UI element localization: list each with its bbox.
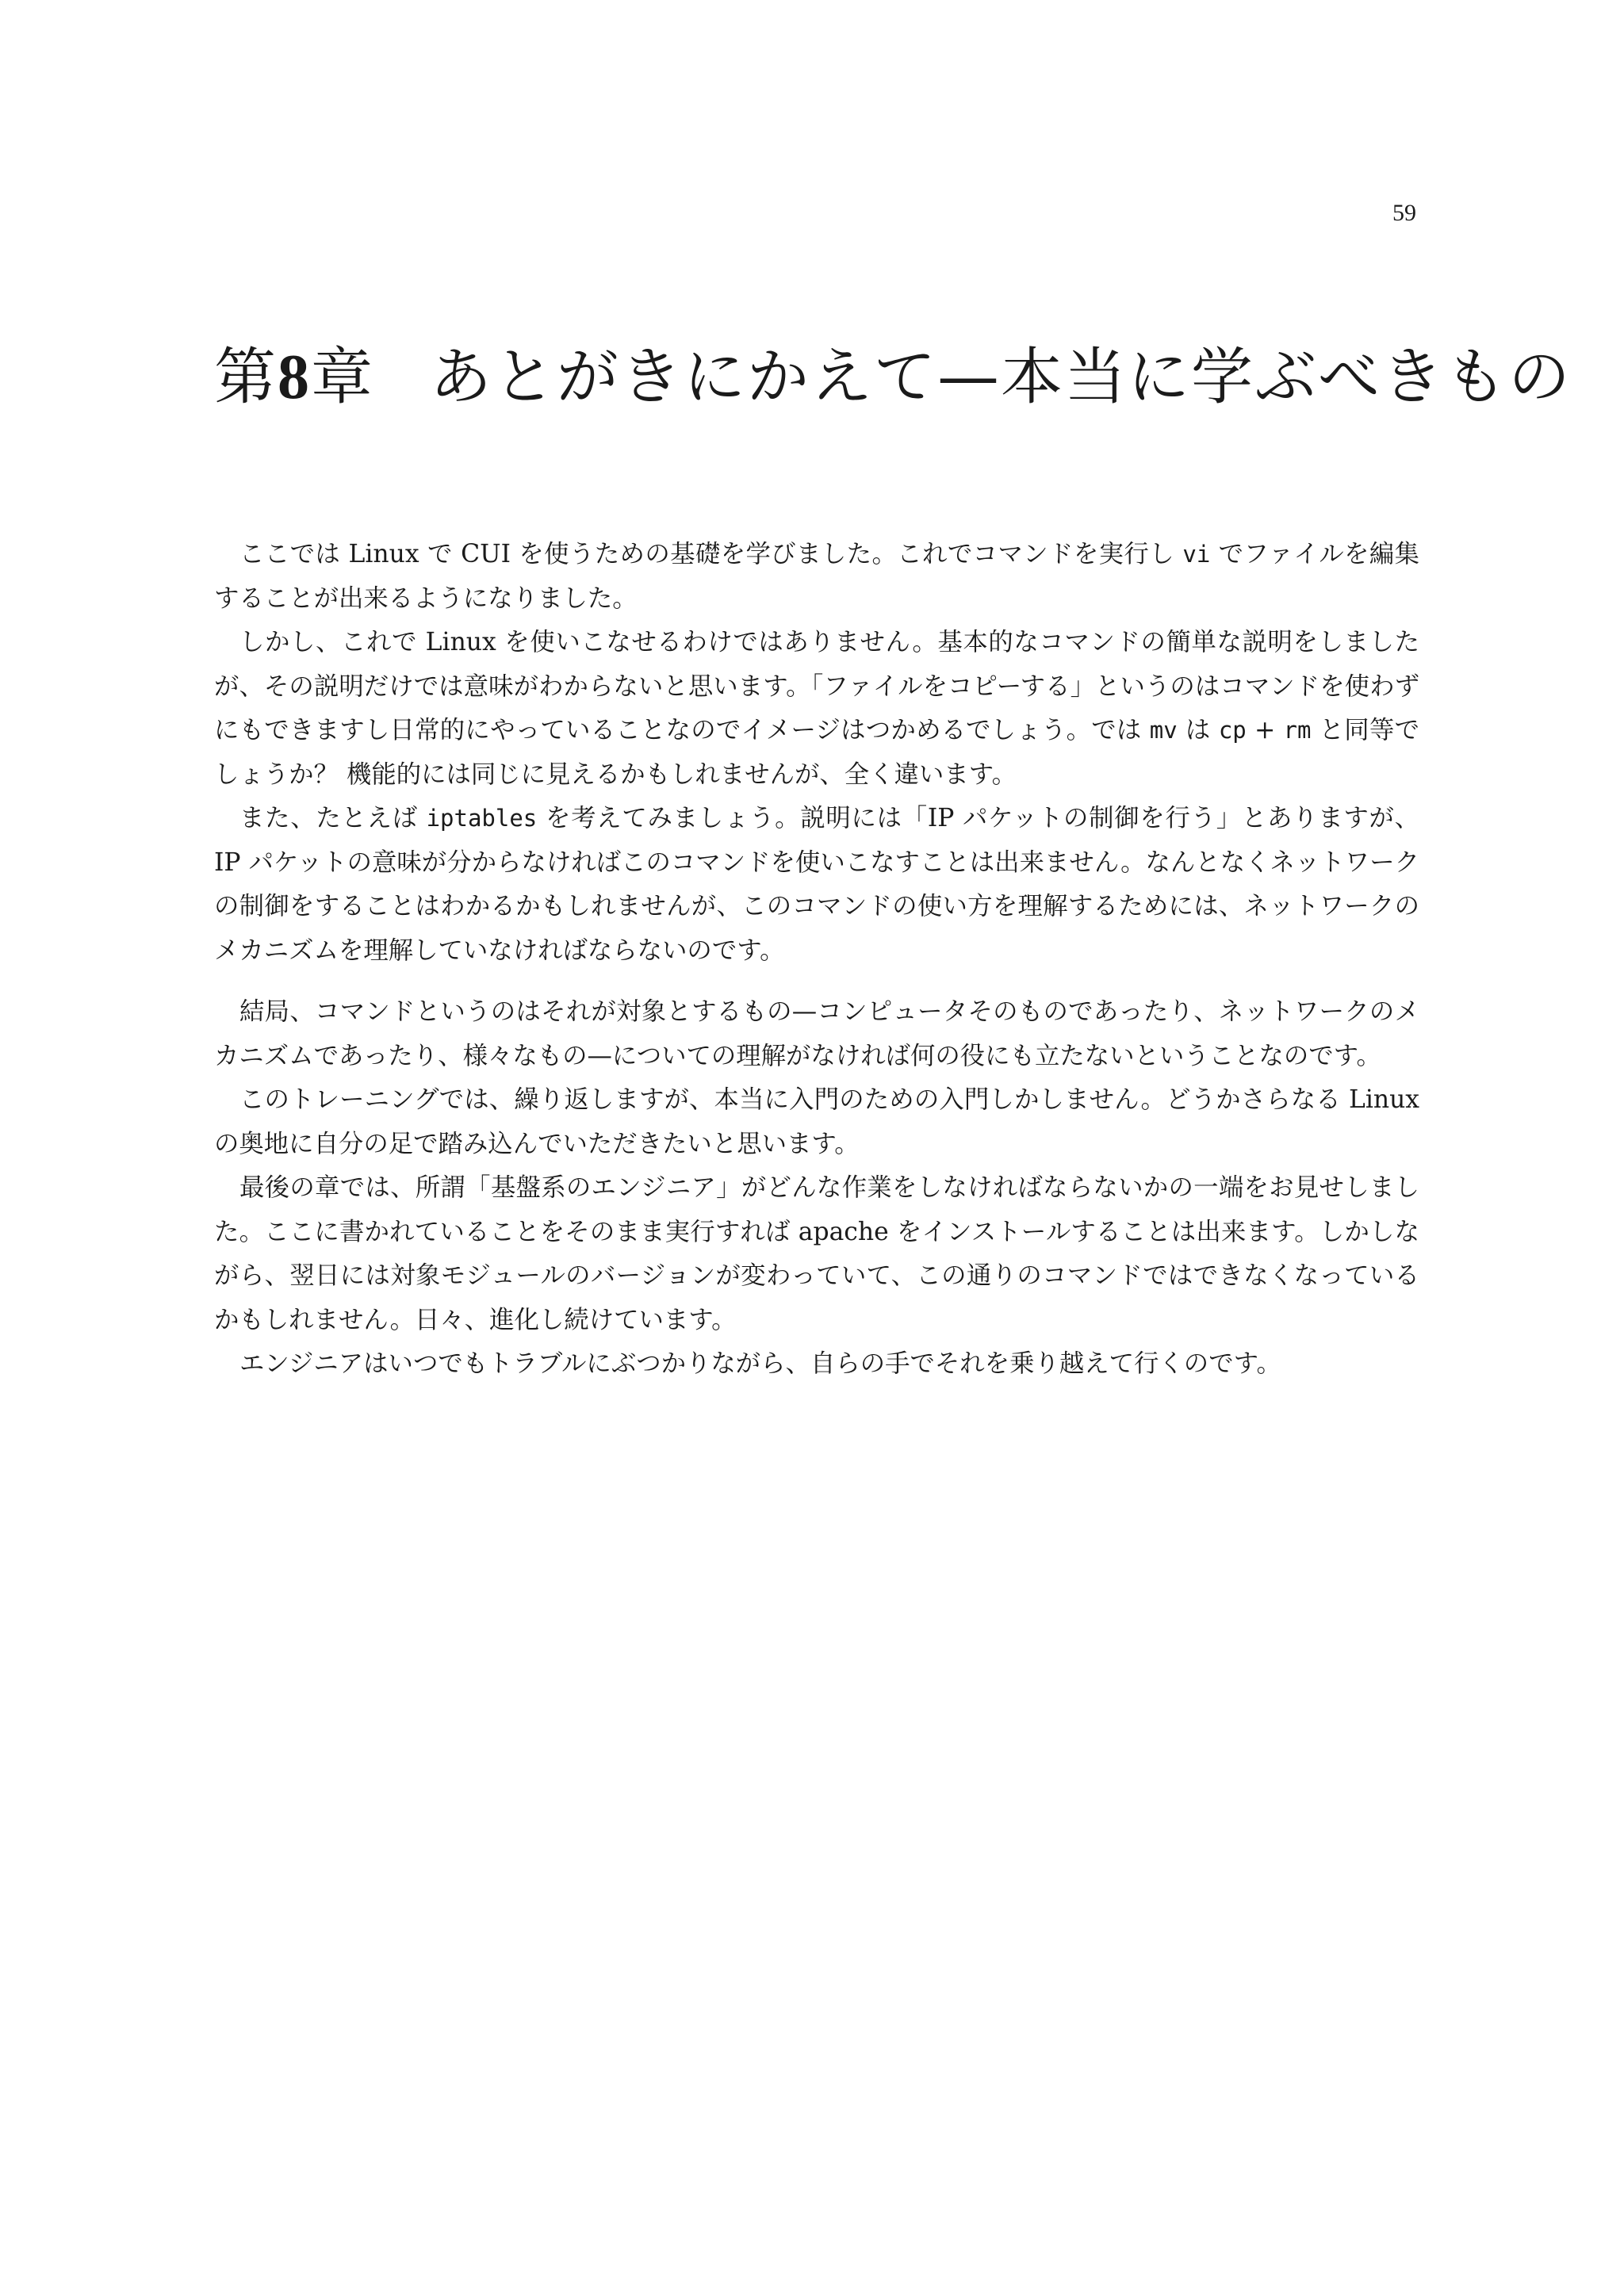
code-mv: mv <box>1149 717 1178 744</box>
p3-text-a: また、たとえば <box>239 804 427 832</box>
chapter-title <box>214 342 1572 413</box>
p2-text-a: しかし、これで Linux を使いこなせるわけではありません。基本的なコマンドの簡単な説明をしましたが、その説明だけでは意味がわからないと思います。「ファイルをコピーする」というのはコマンドを使わずにもできますし日常的にやっていることなのでイメージはつかめるでしょう。では <box>214 628 1419 744</box>
paragraph-2 <box>214 621 1419 797</box>
chapter-label-suffix: 章 <box>311 342 375 413</box>
paragraph-4: 結局、コマンドというのはそれが対象とするもの—コンピュータそのものであったり、ネットワークのメカニズムであったり、様々なもの—についての理解がなければ何の役にも立たないということなのです。 <box>214 997 1419 1070</box>
p2-text-b: は <box>1177 716 1219 744</box>
p2-text-d: と同等でしょうか？ 機能的には同じに見えるかもしれませんが、全く違います。 <box>214 716 1419 789</box>
paragraph-3 <box>214 797 1419 973</box>
chapter-number: 8 <box>278 342 312 412</box>
code-rm: rm <box>1283 717 1312 744</box>
paragraph-6: 最後の章では、所謂「基盤系のエンジニア」がどんな作業をしなければならないかの一端をお見せしました。ここに書かれていることをそのまま実行すれば apache をインストールすることは出来ます。しかしながら、翌日には対象モジュールのバージョンが変わっていて、この通りのコマンドではできなくなっているかもしれません。日々、進化し続けています。 <box>214 1173 1419 1334</box>
code-iptables: iptables <box>426 805 538 832</box>
p2-text-c: + <box>1246 716 1284 744</box>
page-number: 59 <box>1392 200 1416 226</box>
p1-text-a: ここでは Linux で CUI を使うための基礎を学びました。これでコマンドを実行し <box>239 540 1183 568</box>
chapter-label-prefix: 第 <box>214 342 278 413</box>
chapter-title-text: あとがきにかえて—本当に学ぶべきもの <box>430 342 1572 413</box>
code-cp: cp <box>1218 717 1247 744</box>
paragraph-5: このトレーニングでは、繰り返しますが、本当に入門のための入門しかしません。どうかさらなる Linux の奥地に自分の足で踏み込んでいただきたいと思います。 <box>214 1085 1419 1158</box>
p3-text-b: を考えてみましょう。説明には「IP パケットの制御を行う」とありますが、IP パケットの意味が分からなければこのコマンドを使いこなすことは出来ません。なんとなくネットワークの制御をすることはわかるかもしれませんが、このコマンドの使い方を理解するためには、ネットワークのメカニズムを理解していなければならないのです。 <box>214 804 1419 965</box>
body-text <box>214 533 1419 1387</box>
paragraph-1 <box>214 533 1419 621</box>
paragraph-7: エンジニアはいつでもトラブルにぶつかりながら、自らの手でそれを乗り越えて行くのです。 <box>239 1349 1281 1378</box>
code-vi: vi <box>1182 541 1211 568</box>
p1-text-b: でファイルを編集することが出来るようになりました。 <box>214 540 1419 613</box>
